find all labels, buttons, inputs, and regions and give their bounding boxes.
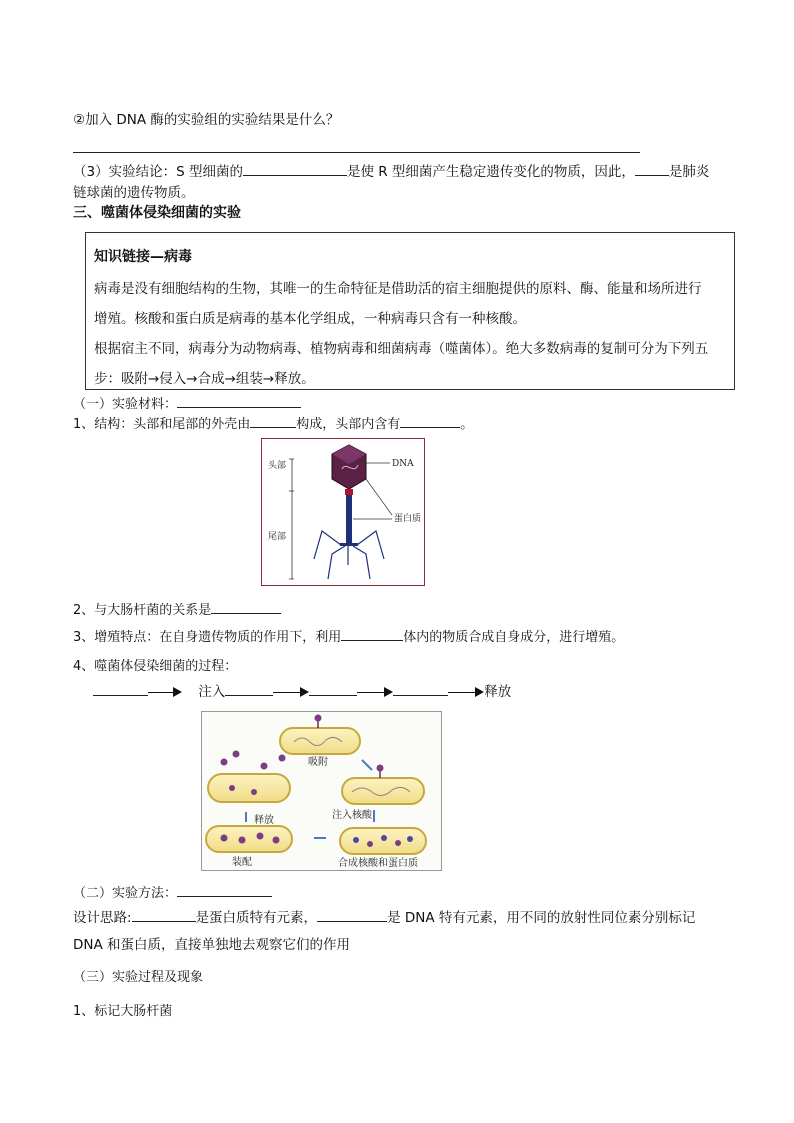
design-mid1: 是蛋白质特有元素， xyxy=(195,910,318,926)
knowledge-p1b: 增殖。核酸和蛋白质是病毒的基本化学组成，一种病毒只含有一种核酸。 xyxy=(94,311,526,327)
q3-middle: 是使 R 型细菌产生稳定遗传变化的物质，因此， xyxy=(346,164,635,180)
item-1 xyxy=(73,413,473,432)
method-label: （二）实验方法： xyxy=(73,886,178,901)
knowledge-box xyxy=(85,232,735,390)
phage-structure-diagram xyxy=(261,438,425,586)
item-2 xyxy=(73,599,281,618)
process-flow xyxy=(93,680,511,700)
infection-cycle-diagram xyxy=(201,711,442,871)
blank-line xyxy=(309,681,357,696)
flow-inject: 注入 xyxy=(198,684,226,700)
label-protein: 蛋白质 xyxy=(394,514,422,524)
method-row xyxy=(73,882,272,901)
item-3 xyxy=(73,626,624,645)
answer-line xyxy=(73,152,640,153)
design-prefix: 设计思路: xyxy=(73,910,132,926)
blank-line xyxy=(177,882,272,897)
materials-label: （一）实验材料： xyxy=(73,397,178,412)
item1-prefix: 1、结构：头部和尾部的外壳由 xyxy=(73,417,251,432)
item3-suffix: 体内的物质合成自身成分，进行增殖。 xyxy=(403,630,625,645)
q3-prefix: （3）实验结论：S 型细菌的 xyxy=(73,164,243,180)
design-line-2: DNA 和蛋白质，直接单独地去观察它们的作用 xyxy=(73,937,351,953)
blank-line xyxy=(400,413,460,428)
label-tail: 尾部 xyxy=(268,532,287,542)
item3-prefix: 3、增殖特点：在自身遗传物质的作用下，利用 xyxy=(73,630,342,645)
arrow-icon xyxy=(357,686,393,698)
blank-line xyxy=(317,907,387,922)
cycle-figure xyxy=(202,712,441,870)
item1-suffix: 。 xyxy=(460,417,474,432)
q3-suffix: 是肺炎 xyxy=(668,164,710,180)
arrow-icon xyxy=(273,686,309,698)
knowledge-p2a: 根据宿主不同，病毒分为动物病毒、植物病毒和细菌病毒（噬菌体）。绝大多数病毒的复制可分为下列五 xyxy=(94,341,709,357)
step-inject: 注入核酸 xyxy=(332,810,372,821)
materials-row xyxy=(73,393,301,412)
blank-line xyxy=(93,681,148,696)
arrow-icon xyxy=(448,686,484,698)
step-release: 释放 xyxy=(254,815,274,826)
blank-line xyxy=(250,413,296,428)
question-3 xyxy=(73,160,709,180)
item2-text: 2、与大肠杆菌的关系是 xyxy=(73,603,212,618)
step-adsorb: 吸附 xyxy=(308,757,328,768)
blank-line xyxy=(243,161,347,176)
knowledge-p1a: 病毒是没有细胞结构的生物，其唯一的生命特征是借助活的宿主细胞提供的原料、酶、能量和场所进行 xyxy=(94,281,702,297)
knowledge-p2b: 步：吸附→侵入→合成→组装→释放。 xyxy=(94,371,315,387)
arrow-icon xyxy=(148,686,182,698)
question-2-text: ②加入 DNA 酶的实验组的实验结果是什么？ xyxy=(73,112,340,128)
blank-line xyxy=(177,393,301,408)
item-4: 4、噬菌体侵染细菌的过程： xyxy=(73,659,238,674)
label-head: 头部 xyxy=(268,461,287,471)
blank-line xyxy=(211,599,281,614)
phage-figure xyxy=(262,439,424,585)
process-label: （三）实验过程及现象 xyxy=(73,970,204,985)
step-1: 1、标记大肠杆菌 xyxy=(73,1004,173,1019)
design-mid2: 是 DNA 特有元素，用不同的放射性同位素分别标记 xyxy=(387,910,696,926)
design-line-1 xyxy=(73,906,695,926)
step-assemble: 装配 xyxy=(232,857,252,868)
flow-release: 释放 xyxy=(484,684,512,700)
blank-line xyxy=(225,681,273,696)
blank-line xyxy=(341,626,403,641)
step-synth: 合成核酸和蛋白质 xyxy=(338,858,418,869)
blank-line xyxy=(393,681,448,696)
label-dna: DNA xyxy=(392,459,414,469)
knowledge-title: 知识链接—病毒 xyxy=(94,249,192,265)
blank-line xyxy=(132,907,196,922)
section-title: 三、噬菌体侵染细菌的实验 xyxy=(73,205,241,221)
blank-line xyxy=(635,161,669,176)
item1-middle: 构成，头部内含有 xyxy=(296,417,401,432)
q3-line2: 链球菌的遗传物质。 xyxy=(73,185,195,201)
